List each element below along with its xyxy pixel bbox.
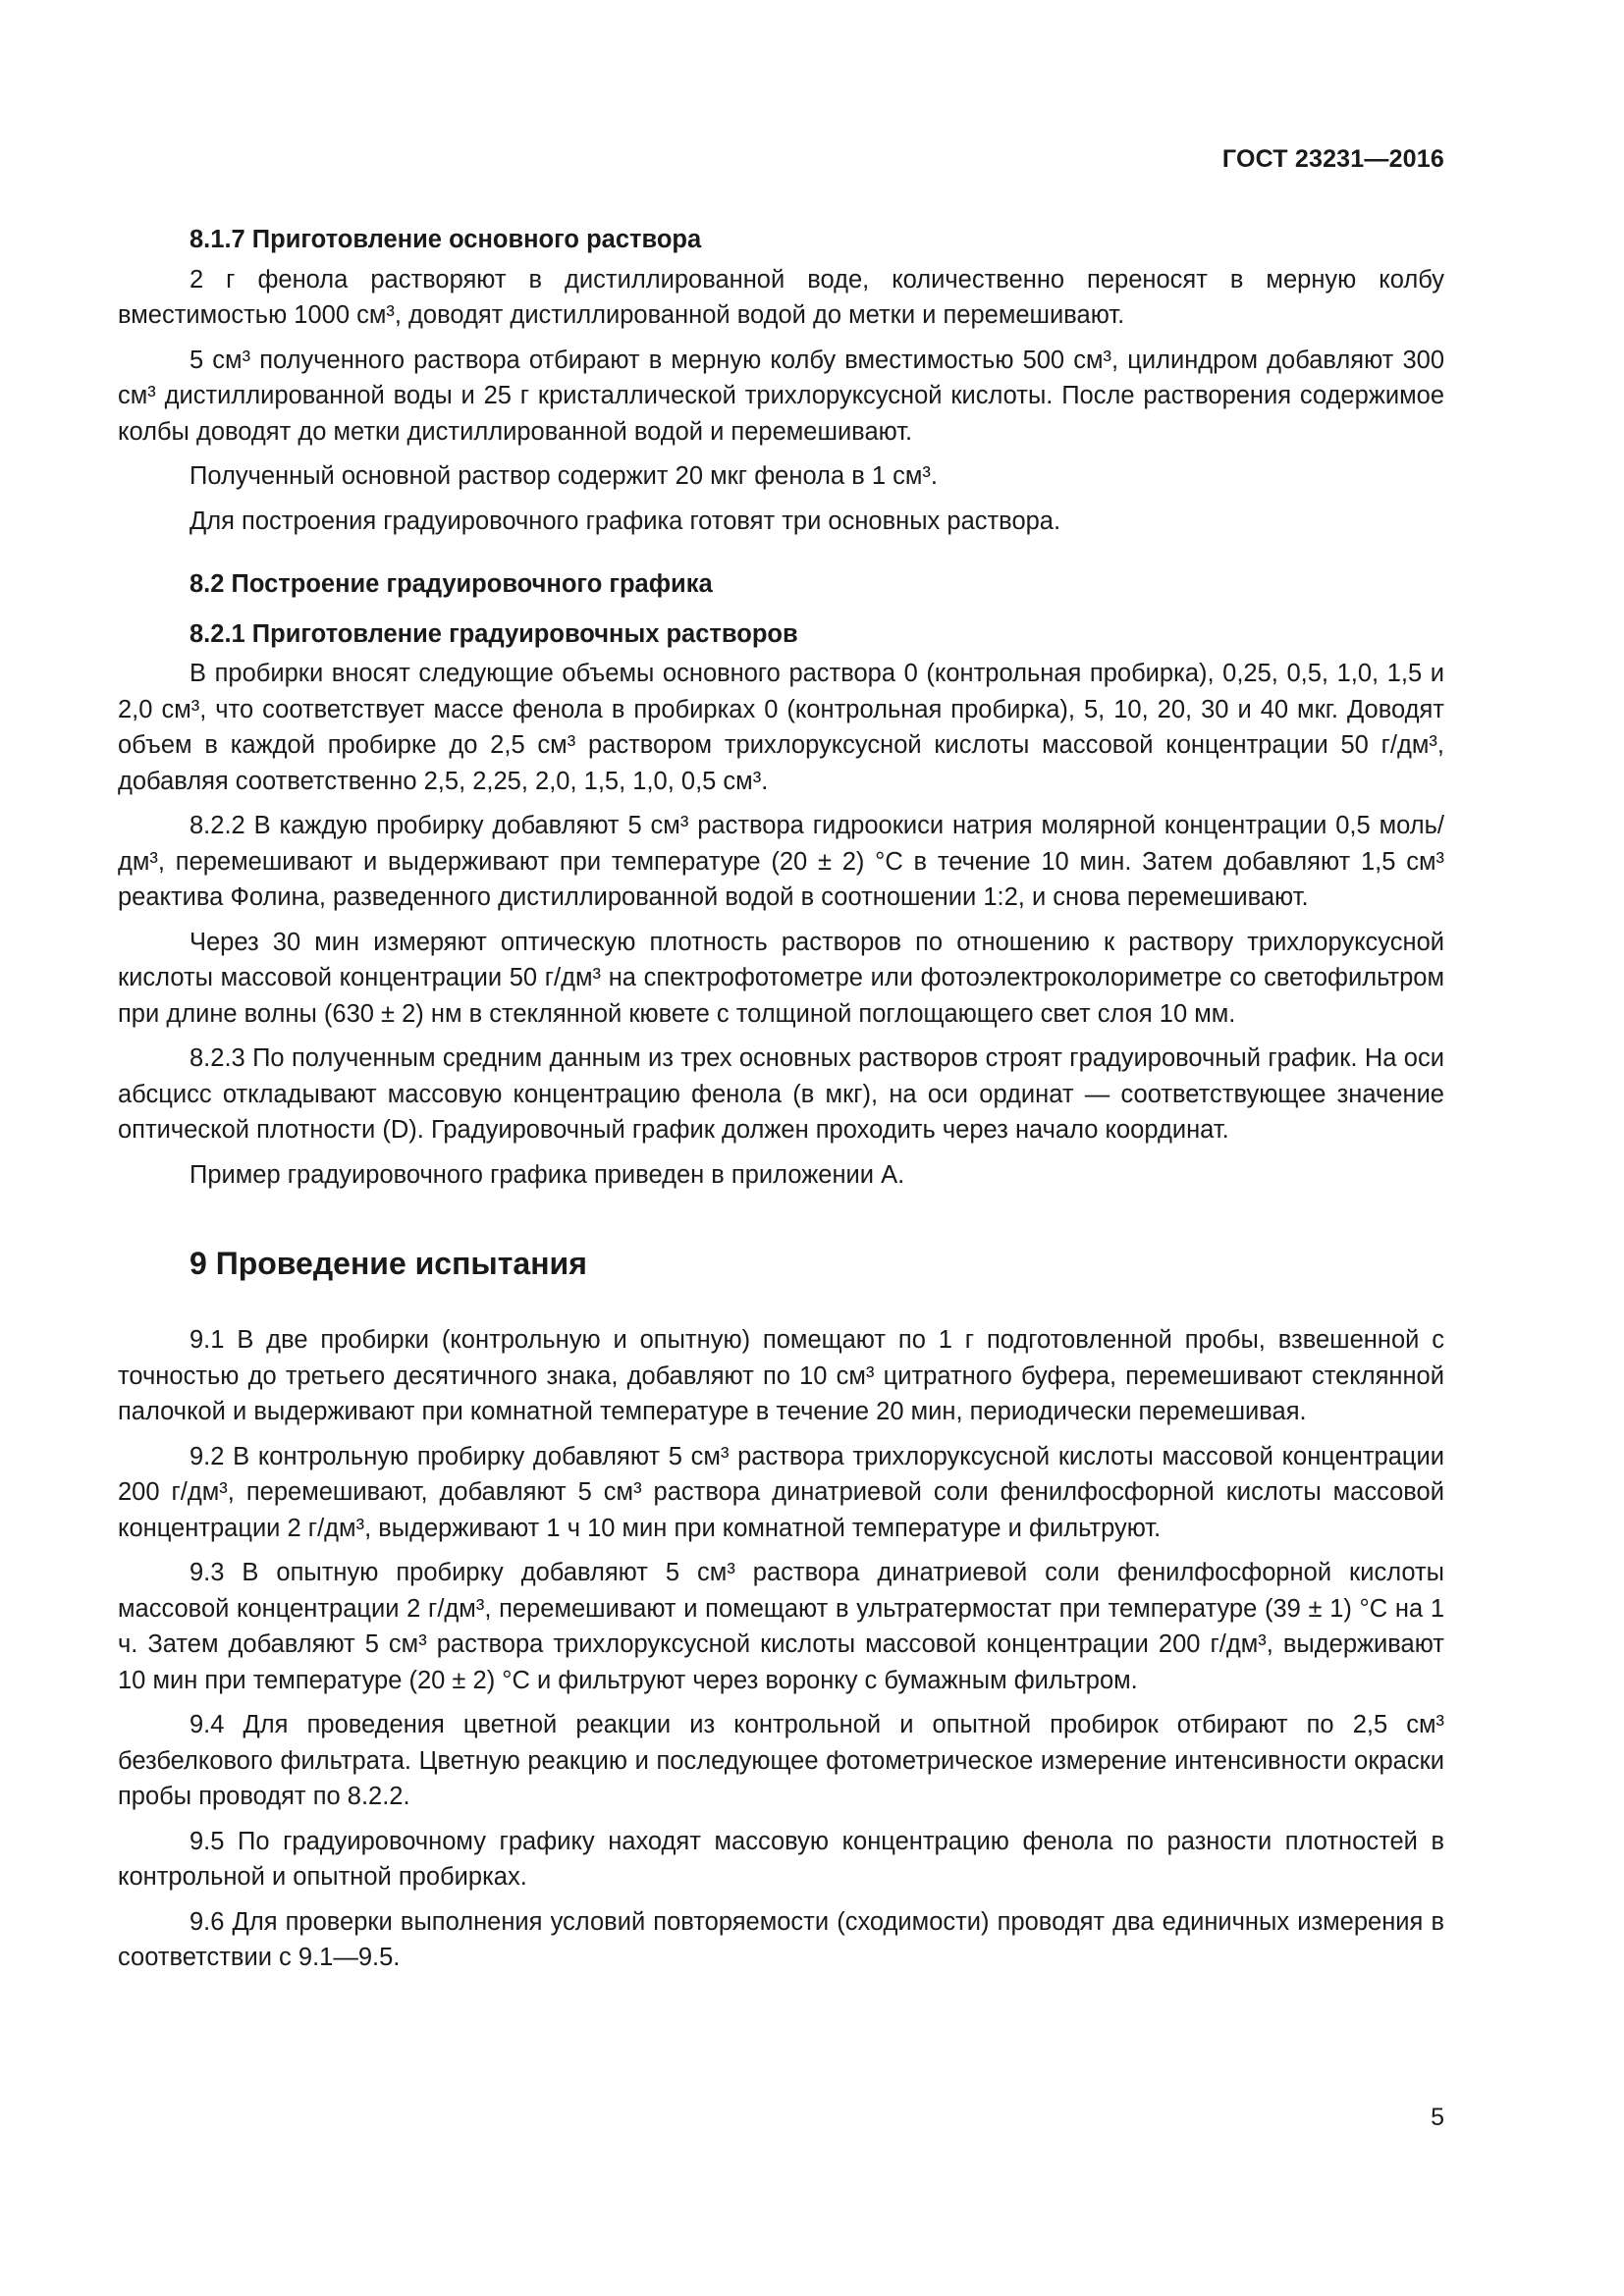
- paragraph-9-5: 9.5 По градуировочному графику находят массовую концентрацию фенола по разности плотностей в контрольной и опытной пробирках.: [118, 1827, 1444, 1891]
- paragraph-9-1: 9.1 В две пробирки (контрольную и опытную) помещают по 1 г подготовленной пробы, взвешенной с точностью до третьего десятичного знака, добавляют по 10 см³ цитратного буфера, перемешивают стеклянной палочкой и выдерживают при комнатной температуре в течение 20 мин, периодически перемешивая.: [118, 1326, 1444, 1425]
- page-number: 5: [1431, 2104, 1444, 2131]
- paragraph-8-2-3-a: 8.2.3 По полученным средним данным из трех основных растворов строят градуировочный график. На оси абсцисс откладывают массовую концентрацию фенола (в мкг), на оси ординат — соответствующее значение оптической плотности (D). Градуировочный график должен проходить через начало координат.: [118, 1044, 1444, 1144]
- paragraph-8-2-2-b: Через 30 мин измеряют оптическую плотность растворов по отношению к раствору трихлоруксусной кислоты массовой концентрации 50 г/дм³ на спектрофотометре или фотоэлектроколориметре со светофильтром при длине волны (630 ± 2) нм в стеклянной кювете с толщиной поглощающего свет слоя 10 мм.: [118, 928, 1444, 1028]
- paragraph-9-2: 9.2 В контрольную пробирку добавляют 5 см³ раствора трихлоруксусной кислоты массовой концентрации 200 г/дм³, перемешивают, добавляют 5 см³ раствора динатриевой соли фенилфосфорной кислоты массовой концентрации 2 г/дм³, выдерживают 1 ч 10 мин при комнатной температуре и фильтруют.: [118, 1442, 1444, 1542]
- paragraph-9-6: 9.6 Для проверки выполнения условий повторяемости (сходимости) проводят два единичных измерения в соответствии с 9.1—9.5.: [118, 1907, 1444, 1971]
- paragraph-8-1-7-d: Для построения градуировочного графика готовят три основных раствора.: [189, 507, 1061, 535]
- paragraph-8-1-7-c: Полученный основной раствор содержит 20 мкг фенола в 1 см³.: [189, 462, 938, 490]
- paragraph-8-2-1: В пробирки вносят следующие объемы основного раствора 0 (контрольная пробирка), 0,25, 0,5, 1,0, 1,5 и 2,0 см³, что соответствует массе фенола в пробирках 0 (контрольная пробирка), 5, 10, 20, 30 и 40 мкг. Доводят объем в каждой пробирке до 2,5 см³ раствором трихлоруксусной кислоты массовой концентрации 50 г/дм³, добавляя соответственно 2,5, 2,25, 2,0, 1,5, 1,0, 0,5 см³.: [118, 660, 1444, 795]
- paragraph-8-1-7-a: 2 г фенола растворяют в дистиллированной воде, количественно переносят в мерную колбу вместимостью 1000 см³, доводят дистиллированной водой до метки и перемешивают.: [118, 265, 1444, 329]
- paragraph-8-2-2-a: 8.2.2 В каждую пробирку добавляют 5 см³ раствора гидроокиси натрия молярной концентрации 0,5 моль/дм³, перемешивают и выдерживают при температуре (20 ± 2) °С в течение 10 мин. Затем добавляют 1,5 см³ реактива Фолина, разведенного дистиллированной водой в соотношении 1:2, и снова перемешивают.: [118, 812, 1444, 911]
- standard-number: ГОСТ 23231—2016: [1221, 145, 1444, 173]
- paragraph-8-2-3-b: Пример градуировочного графика приведен в приложении А.: [189, 1160, 905, 1189]
- heading-8-2-1: 8.2.1 Приготовление градуировочных растворов: [189, 619, 798, 648]
- document-body: [118, 222, 1444, 1985]
- paragraph-9-3: 9.3 В опытную пробирку добавляют 5 см³ раствора динатриевой соли фенилфосфорной кислоты массовой концентрации 2 г/дм³, перемешивают и помещают в ультратермостат при температуре (39 ± 1) °С на 1 ч. Затем добавляют 5 см³ раствора трихлоруксусной кислоты массовой концентрации 200 г/дм³, выдерживают 10 мин при температуре (20 ± 2) °С и фильтруют через воронку с бумажным фильтром.: [118, 1559, 1444, 1694]
- heading-8-1-7: 8.1.7 Приготовление основного раствора: [189, 226, 702, 253]
- paragraph-8-1-7-b: 5 см³ полученного раствора отбирают в мерную колбу вместимостью 500 см³, цилиндром добавляют 300 см³ дистиллированной воды и 25 г кристаллической трихлоруксусной кислоты. После растворения содержимое колбы доводят до метки дистиллированной водой и перемешивают.: [118, 346, 1444, 446]
- paragraph-9-4: 9.4 Для проведения цветной реакции из контрольной и опытной пробирок отбирают по 2,5 см³ безбелкового фильтрата. Цветную реакцию и последующее фотометрическое измерение интенсивности окраски пробы проводят по 8.2.2.: [118, 1711, 1444, 1810]
- heading-section-9: 9 Проведение испытания: [189, 1246, 587, 1281]
- heading-8-2: 8.2 Построение градуировочного графика: [189, 570, 713, 598]
